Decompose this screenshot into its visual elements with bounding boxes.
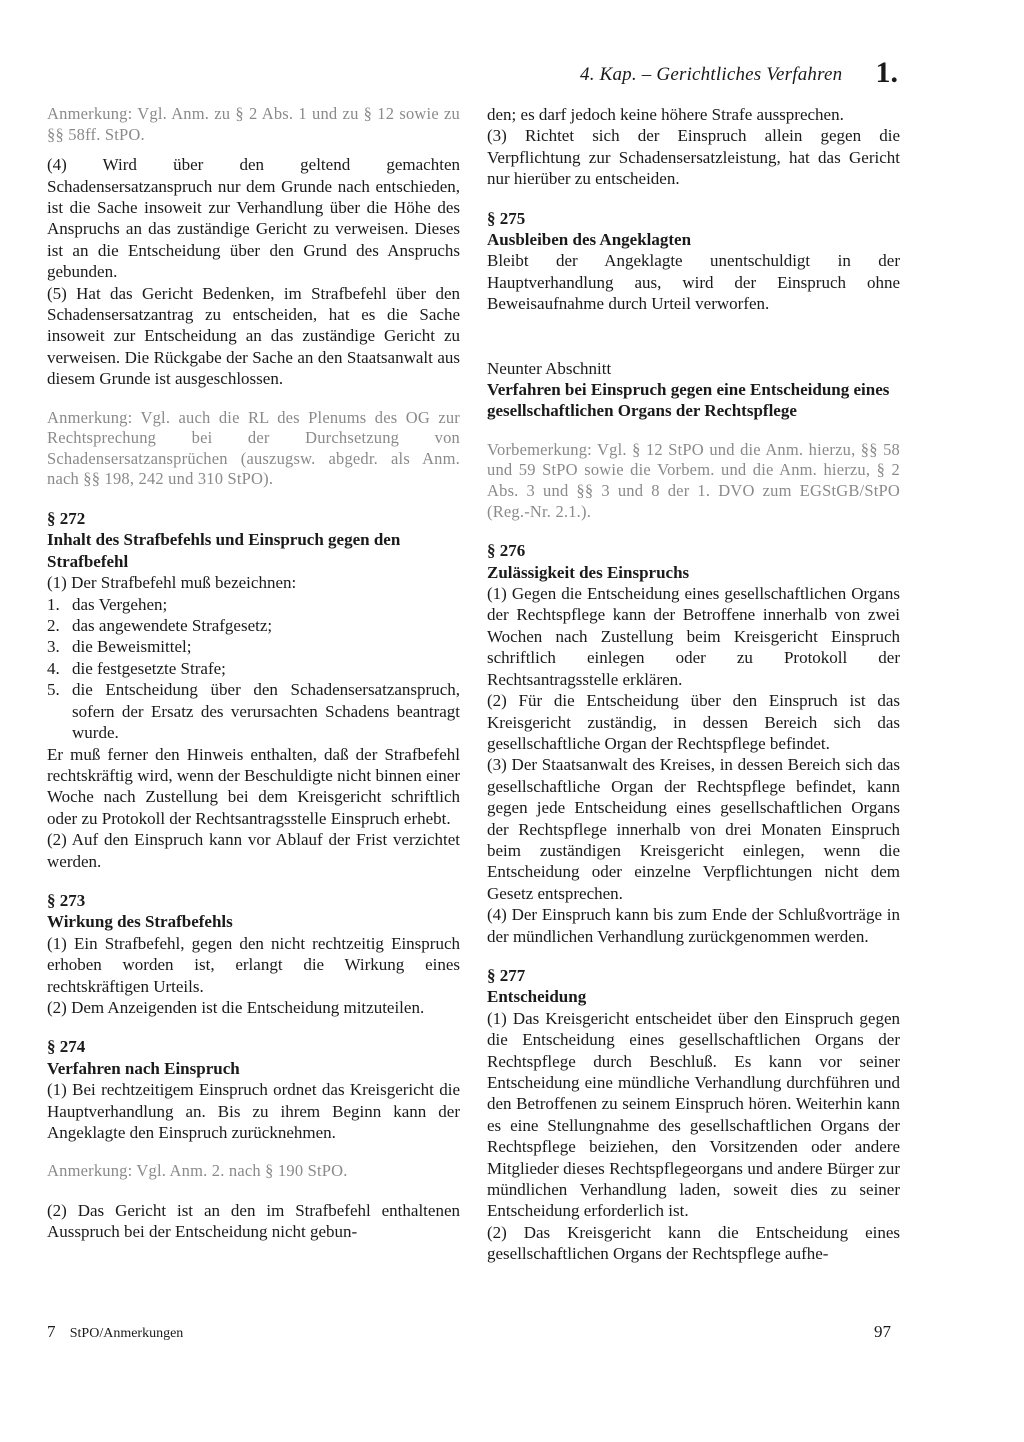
paragraph-277-1: (1) Das Kreisgericht entscheidet über den Einspruch gegen die Entscheidung eines gesellschaftlichen Organs der Rechtspflege durch Beschluß. Es kann vor seiner Entscheidung eine mündliche Verhandlung durchführen und den Betroffenen zu seinem Einspruch hören. Weiterhin kann es eine Stellungnahme des gesellschaftlichen Organs der Rechtspflege beiziehen, den Vorsitzenden oder andere Mitglieder dieses Rechtspflegeorgans und andere Bürger zur mündlichen Verhandlung laden, soweit dies zu seiner Entscheidung erforderlich ist. <box>487 1008 900 1221</box>
page-number: 97 <box>874 1322 891 1341</box>
paragraph-274-2: (2) Das Gericht ist an den im Strafbefehl enthaltenen Ausspruch bei der Entscheidung nicht gebun- <box>47 1201 460 1242</box>
section-title-272: Inhalt des Strafbefehls und Einspruch gegen den Strafbefehl <box>47 530 401 571</box>
section-title-273: Wirkung des Strafbefehls <box>47 912 233 932</box>
list-item: 1. das Vergehen; <box>47 594 168 614</box>
signature-number: 7 <box>47 1322 56 1341</box>
paragraph-272-after: Er muß ferner den Hinweis enthalten, daß der Strafbefehl rechtskräftig wird, wenn der Beschuldigte nicht binnen einer Woche nach Zustellung bei dem Kreisgericht schriftlich oder zu Protokoll der Rechtsantragsstelle Einspruch erhebt. <box>47 744 460 828</box>
list-item: 3. die Beweismittel; <box>47 637 192 657</box>
list-item: 5. die Entscheidung über den Schadensersatzanspruch, sofern der Ersatz des verursachten Schadens beantragt wurde. <box>47 680 460 743</box>
chapter-label: Neunter Abschnitt <box>487 358 612 378</box>
paragraph-5: (5) Hat das Gericht Bedenken, im Strafbefehl über den Schadensersatzantrag zu entscheiden, hat es die Sache insoweit zur Entscheidung an das zuständige Gericht zu verweisen. Die Rückgabe der Sache an den Staatsanwalt aus diesem Grunde ist ausgeschlossen. <box>47 283 460 389</box>
paragraph-272-2: (2) Auf den Einspruch kann vor Ablauf der Frist verzichtet werden. <box>47 830 460 871</box>
section-number-277: § 277 <box>487 965 526 985</box>
paragraph-273-1: (1) Ein Strafbefehl, gegen den nicht rechtzeitig Einspruch erhoben worden ist, erlangt die Wirkung eines rechtskräftigen Urteils. <box>47 933 460 996</box>
paragraph-276-4: (4) Der Einspruch kann bis zum Ende der Schlußvorträge in der mündlichen Verhandlung zurückgenommen werden. <box>487 905 900 946</box>
section-number-276: § 276 <box>487 541 526 561</box>
page-header <box>580 56 900 90</box>
paragraph-272-1: (1) Der Strafbefehl muß bezeichnen: <box>47 573 297 593</box>
running-header-title: 4. Kap. – Gerichtliches Verfahren <box>580 64 843 85</box>
section-title-277: Entscheidung <box>487 987 587 1007</box>
section-title-276: Zulässigkeit des Einspruchs <box>487 562 690 582</box>
paragraph-4: (4) Wird über den geltend gemachten Schadensersatzanspruch nur dem Grunde nach entschieden, ist die Sache insoweit zur Verhandlung über die Höhe des Anspruchs an das zuständige Gericht zu verweisen. Dieses ist an die Entscheidung über den Grund des Anspruchs gebunden. <box>47 155 460 282</box>
list-item: 4. die festgesetzte Strafe; <box>47 658 226 678</box>
paragraph-277-2: (2) Das Kreisgericht kann die Entscheidung eines gesellschaftlichen Organs der Rechtspflege aufhe- <box>487 1222 900 1264</box>
annotation-note: Anmerkung: Vgl. auch die RL des Plenums des OG zur Rechtsprechung bei der Durchsetzung von Schadensersatzansprüchen (auszugsw. abgedr. als Anm. nach §§ 198, 242 und 310 StPO). <box>47 407 460 489</box>
paragraph-273-2: (2) Dem Anzeigenden ist die Entscheidung mitzuteilen. <box>47 997 425 1017</box>
paragraph-continuation: den; es darf jedoch keine höhere Strafe aussprechen. <box>487 105 844 124</box>
preliminary-note: Vorbemerkung: Vgl. § 12 StPO und die Anm. hierzu, §§ 58 und 59 StPO sowie die Vorbem. und die Anm. hierzu, § 2 Abs. 3 und §§ 3 und 8 der 1. DVO zum EGStGB/StPO (Reg.-Nr. 2.1.). <box>487 439 900 521</box>
section-title-275: Ausbleiben des Angeklagten <box>487 230 692 250</box>
chapter-title: Verfahren bei Einspruch gegen eine Entscheidung eines gesellschaftlichen Organs der Rechtspflege <box>487 380 890 421</box>
section-number-275: § 275 <box>487 208 526 228</box>
paragraph-276-2: (2) Für die Entscheidung über den Einspruch ist das Kreisgericht zuständig, in dessen Bereich sich das gesellschaftliche Organ der Rechtspflege befindet. <box>487 691 900 753</box>
paragraph-275: Bleibt der Angeklagte unentschuldigt in der Hauptverhandlung aus, wird der Einspruch ohne Beweisaufnahme durch Urteil verworfen. <box>487 251 900 314</box>
paragraph-276-3: (3) Der Staatsanwalt des Kreises, in dessen Bereich sich das gesellschaftliche Organ der Rechtspflege befindet, kann gegen jede Entscheidung eines gesellschaftlichen Organs der Rechtspflege innerhalb von drei Monaten Einspruch beim zuständigen Kreisgericht einlegen, wenn die Entscheidung oder einzelne Verpflichtungen nicht dem Gesetz entsprechen. <box>487 755 900 903</box>
section-number-274: § 274 <box>47 1037 86 1057</box>
list-item: 2. das angewendete Strafgesetz; <box>47 616 273 636</box>
paragraph-276-1: (1) Gegen die Entscheidung eines gesellschaftlichen Organs der Rechtspflege kann der Betroffene innerhalb von zwei Wochen nach Zustellung beim Kreisgericht Einspruch schriftlich einlegen oder zu Protokoll der Rechtsantragsstelle erklären. <box>487 584 900 689</box>
section-number-273: § 273 <box>47 890 86 910</box>
enumeration-list <box>47 594 460 744</box>
annotation-note: Anmerkung: Vgl. Anm. zu § 2 Abs. 1 und zu § 12 sowie zu §§ 58ff. StPO. <box>47 104 460 144</box>
page-footer-left <box>47 1322 183 1342</box>
running-header-number: 1. <box>875 56 898 89</box>
paragraph-274-3: (3) Richtet sich der Einspruch allein gegen die Verpflichtung zur Schadensersatzleistung, hat das Gericht nur hierüber zu entscheiden. <box>487 126 900 189</box>
paragraph-274-1: (1) Bei rechtzeitigem Einspruch ordnet das Kreisgericht die Hauptverhandlung an. Bis zu ihrem Beginn kann der Angeklagte den Einspruch zurücknehmen. <box>47 1080 460 1142</box>
right-column <box>487 104 900 1265</box>
annotation-note: Anmerkung: Vgl. Anm. 2. nach § 190 StPO. <box>47 1161 348 1181</box>
signature-text: StPO/Anmerkungen <box>69 1326 184 1341</box>
section-number-272: § 272 <box>47 509 86 529</box>
section-title-274: Verfahren nach Einspruch <box>47 1058 240 1078</box>
left-column <box>47 104 460 1243</box>
